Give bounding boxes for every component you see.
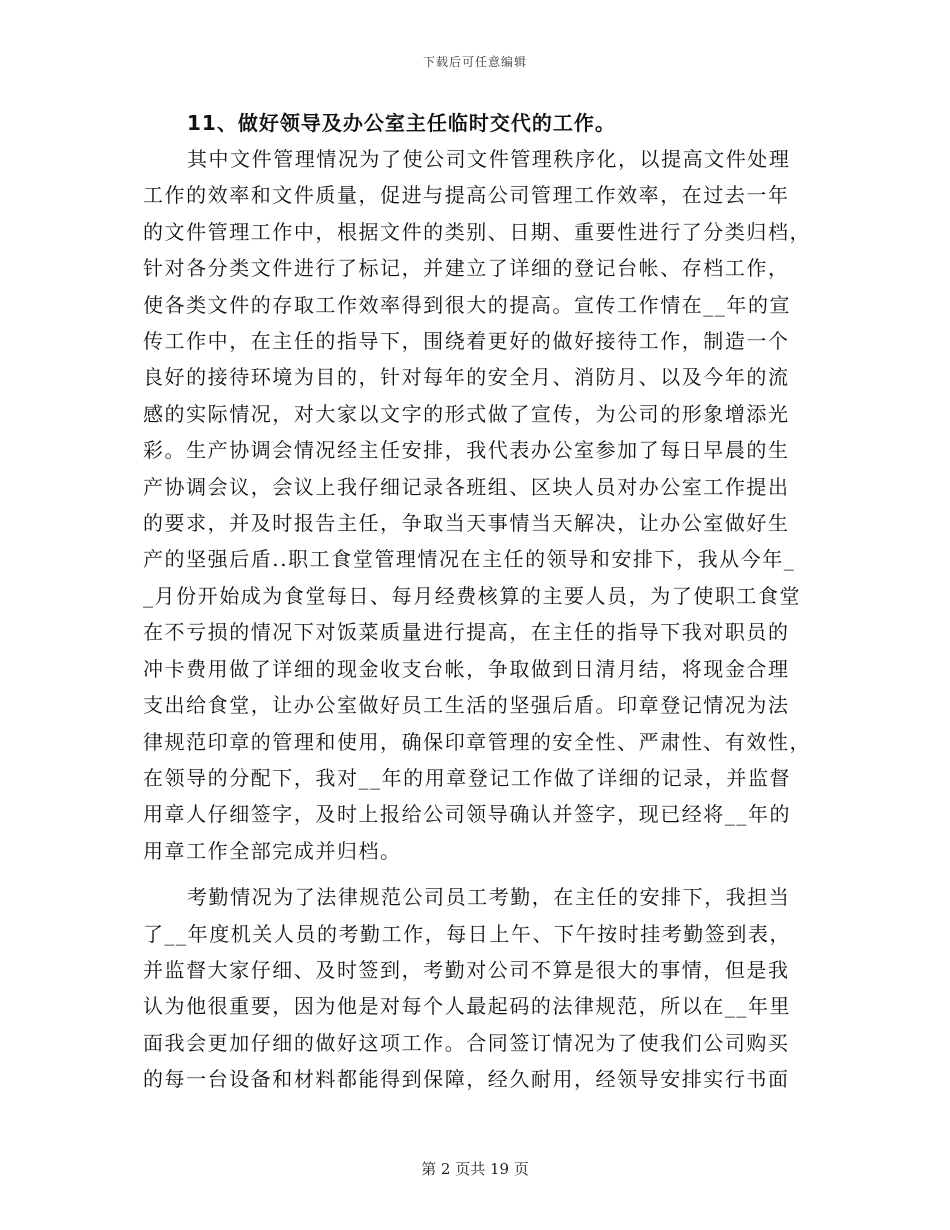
paragraph-line: 良好的接待环境为目的，针对每年的安全月、消防月、以及今年的流 bbox=[143, 365, 790, 390]
paragraph-2 bbox=[143, 879, 803, 1097]
paragraph-line: 用章人仔细签字，及时上报给公司领导确认并签字，现已经将__年的 bbox=[143, 802, 792, 827]
paragraph-line: 传工作中，在主任的指导下，围绕着更好的做好接待工作，制造一个 bbox=[143, 329, 790, 354]
paragraph-line: 的要求，并及时报告主任，争取当天事情当天解决，让办公室做好生 bbox=[143, 511, 790, 536]
paragraph-line: 感的实际情况，对大家以文字的形式做了宣传，为公司的形象增添光 bbox=[143, 401, 790, 426]
paragraph-line: 面我会更加仔细的做好这项工作。合同签订情况为了使我们公司购买 bbox=[143, 1030, 790, 1055]
page-number: 第 2 页共 19 页 bbox=[421, 1160, 529, 1178]
section-heading: 11、做好领导及办公室主任临时交代的工作。 bbox=[187, 111, 616, 135]
paragraph-line: 了__年度机关人员的考勤工作，每日上午、下午按时挂考勤签到表， bbox=[143, 921, 792, 946]
document-body bbox=[143, 105, 812, 1098]
paragraph-line: 的文件管理工作中，根据文件的类别、日期、重要性进行了分类归档， bbox=[143, 219, 812, 244]
paragraph-line: 产的坚强后盾..职工食堂管理情况在主任的领导和安排下，我从今年_ bbox=[143, 547, 796, 572]
paragraph-line: _月份开始成为食堂每日、每月经费核算的主要人员，为了使职工食堂 bbox=[143, 583, 802, 608]
paragraph-line: 其中文件管理情况为了使公司文件管理秩序化，以提高文件处理 bbox=[187, 147, 791, 171]
paragraph-line: 工作的效率和文件质量，促进与提高公司管理工作效率，在过去一年 bbox=[143, 183, 790, 208]
paragraph-line: 考勤情况为了法律规范公司员工考勤，在主任的安排下，我担当 bbox=[187, 885, 791, 910]
paragraph-line: 的每一台设备和材料都能得到保障，经久耐用，经领导安排实行书面 bbox=[143, 1067, 790, 1092]
paragraph-line: 并监督大家仔细、及时签到，考勤对公司不算是很大的事情，但是我 bbox=[143, 957, 790, 982]
paragraph-line: 使各类文件的存取工作效率得到很大的提高。宣传工作情在__年的宣 bbox=[143, 292, 792, 317]
paragraph-line: 用章工作全部完成并归档。 bbox=[143, 838, 402, 863]
paragraph-line: 认为他很重要，因为他是对每个人最起码的法律规范，所以在__年里 bbox=[143, 994, 792, 1019]
paragraph-line: 律规范印章的管理和使用，确保印章管理的安全性、严肃性、有效性， bbox=[143, 729, 812, 754]
paragraph-line: 在领导的分配下，我对__年的用章登记工作做了详细的记录，并监督 bbox=[143, 765, 792, 790]
paragraph-line: 支出给食堂，让办公室做好员工生活的坚强后盾。印章登记情况为法 bbox=[143, 693, 790, 718]
paragraph-line: 冲卡费用做了详细的现金收支台帐，争取做到日清月结，将现金合理 bbox=[143, 656, 790, 681]
paragraph-line: 针对各分类文件进行了标记，并建立了详细的登记台帐、存档工作， bbox=[143, 256, 790, 281]
page-header: 下载后可任意编辑 bbox=[422, 55, 527, 69]
paragraph-1 bbox=[143, 141, 812, 869]
paragraph-line: 在不亏损的情况下对饭菜质量进行提高，在主任的指导下我对职员的 bbox=[143, 620, 790, 645]
paragraph-line: 产协调会议，会议上我仔细记录各班组、区块人员对办公室工作提出 bbox=[143, 474, 790, 499]
paragraph-line: 彩。生产协调会情况经主任安排，我代表办公室参加了每日早晨的生 bbox=[143, 438, 790, 463]
